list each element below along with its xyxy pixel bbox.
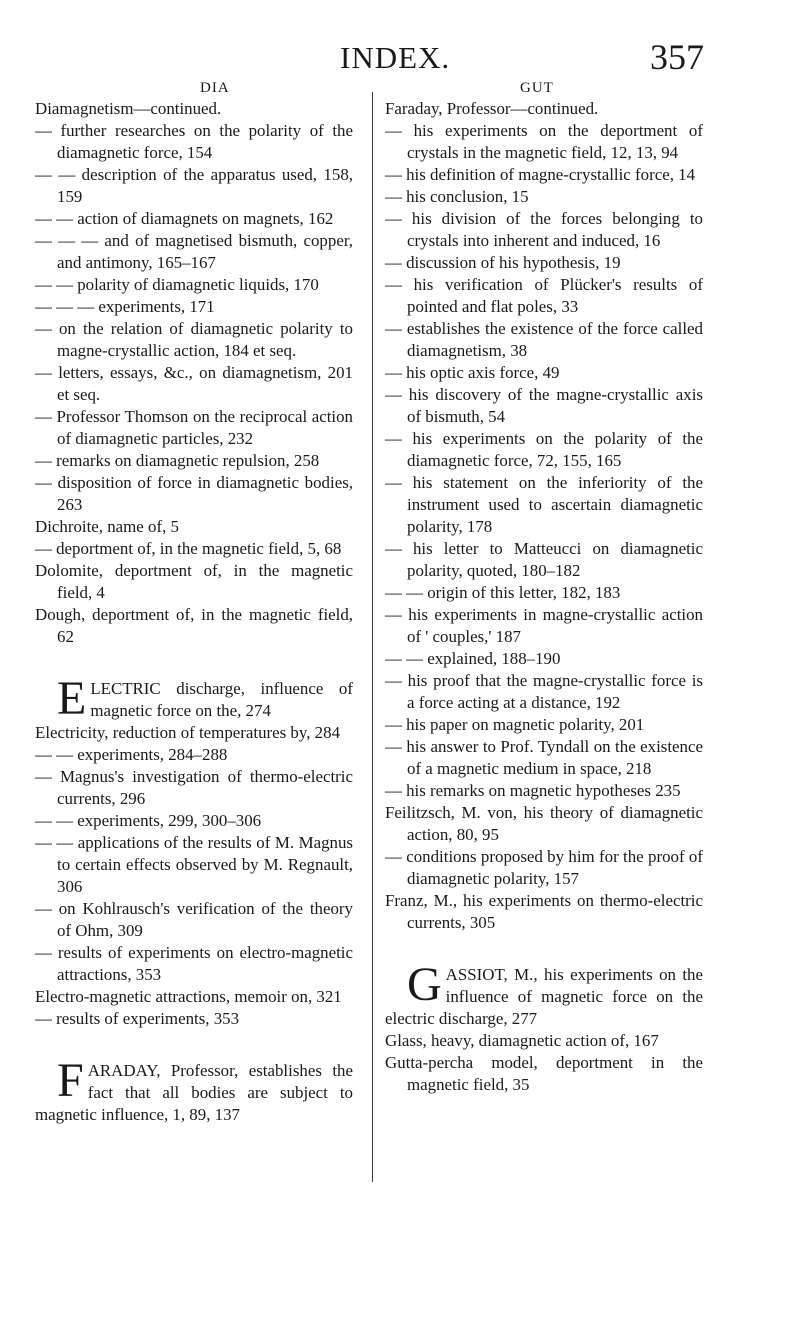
drop-cap-letter: E — [57, 672, 87, 725]
left-column — [35, 98, 353, 1126]
index-entry: — his experiments on the deportment of crystals in the magnetic field, 12, 13, 94 — [385, 121, 703, 162]
index-entry: — — origin of this letter, 182, 183 — [385, 583, 621, 602]
index-entry: — letters, essays, &c., on diamagnetism, 201 et seq. — [35, 363, 353, 404]
index-entry: Dichroite, name of, 5 — [35, 517, 179, 536]
index-entry — [35, 672, 353, 725]
index-entry: — his optic axis force, 49 — [385, 363, 560, 382]
index-entry: — — experiments, 284–288 — [35, 745, 228, 764]
index-entry: — — — and of magnetised bismuth, copper, and antimony, 165–167 — [35, 231, 353, 272]
index-entry: Glass, heavy, diamagnetic action of, 167 — [385, 1031, 659, 1050]
index-entry: Dolomite, deportment of, in the magnetic field, 4 — [35, 561, 353, 602]
index-entry: — his paper on magnetic polarity, 201 — [385, 715, 645, 734]
index-entry: Gutta-percha model, deportment in the magnetic field, 35 — [385, 1053, 703, 1094]
index-entry: — — action of diamagnets on magnets, 162 — [35, 209, 334, 228]
index-entry: — — polarity of diamagnetic liquids, 170 — [35, 275, 319, 294]
index-entry-text: ASSIOT, M., his experiments on the influence of magnetic force on the electric discharge, 277 — [385, 965, 703, 1028]
index-entry: Faraday, Professor—continued. — [385, 99, 599, 118]
index-entry-text: LECTRIC discharge, influence of magnetic force on the, 274 — [90, 679, 353, 720]
index-entry: — Professor Thomson on the reciprocal action of diamagnetic particles, 232 — [35, 407, 353, 448]
index-entry: — on the relation of diamagnetic polarity to magne-crystallic action, 184 et seq. — [35, 319, 353, 360]
guide-word-right: GUT — [520, 80, 554, 96]
drop-cap-letter: F — [57, 1054, 84, 1107]
page-number: 357 — [650, 37, 704, 77]
guide-word-left: DIA — [200, 80, 230, 96]
index-entry: — his remarks on magnetic hypotheses 235 — [385, 781, 681, 800]
drop-cap-letter: G — [407, 958, 442, 1011]
index-entry: Feilitzsch, M. von, his theory of diamagnetic action, 80, 95 — [385, 803, 703, 844]
index-entry: — discussion of his hypothesis, 19 — [385, 253, 621, 272]
index-entry: — his proof that the magne-crystallic force is a force acting at a distance, 192 — [385, 671, 703, 712]
index-entry: — his letter to Matteucci on diamagnetic polarity, quoted, 180–182 — [385, 539, 703, 580]
index-entry: Electricity, reduction of temperatures by, 284 — [35, 723, 341, 742]
index-entry: — disposition of force in diamagnetic bodies, 263 — [35, 473, 353, 514]
index-entry: — results of experiments on electro-magnetic attractions, 353 — [35, 943, 353, 984]
index-entry: — Magnus's investigation of thermo-electric currents, 296 — [35, 767, 353, 808]
index-entry: — his experiments on the polarity of the diamagnetic force, 72, 155, 165 — [385, 429, 703, 470]
index-entry: — his verification of Plücker's results of pointed and flat poles, 33 — [385, 275, 703, 316]
index-entry: — results of experiments, 353 — [35, 1009, 240, 1028]
index-entry: — his experiments in magne-crystallic action of ' couples,' 187 — [385, 605, 703, 646]
index-entry: — deportment of, in the magnetic field, 5, 68 — [35, 539, 342, 558]
index-entry: — his statement on the inferiority of the instrument used to ascertain diamagnetic polarity, 178 — [385, 473, 703, 536]
index-entry: — remarks on diamagnetic repulsion, 258 — [35, 451, 320, 470]
index-entry: Dough, deportment of, in the magnetic field, 62 — [35, 605, 353, 646]
index-entry-text: ARADAY, Professor, establishes the fact that all bodies are subject to magnetic influence, 1, 89, 137 — [35, 1061, 353, 1124]
index-entry: Franz, M., his experiments on thermo-electric currents, 305 — [385, 891, 703, 932]
index-entry: — — description of the apparatus used, 158, 159 — [35, 165, 353, 206]
index-entry: — on Kohlrausch's verification of the theory of Ohm, 309 — [35, 899, 353, 940]
column-divider — [372, 92, 373, 1182]
index-entry: — — experiments, 299, 300–306 — [35, 811, 262, 830]
page-header — [0, 37, 800, 80]
index-entry: — his division of the forces belonging to crystals into inherent and induced, 16 — [385, 209, 703, 250]
index-entry: — his conclusion, 15 — [385, 187, 529, 206]
index-entry: — further researches on the polarity of the diamagnetic force, 154 — [35, 121, 353, 162]
index-entry: — conditions proposed by him for the proof of diamagnetic polarity, 157 — [385, 847, 703, 888]
index-entry: — — — experiments, 171 — [35, 297, 215, 316]
index-entry — [35, 1054, 353, 1126]
index-entry: Electro-magnetic attractions, memoir on, 321 — [35, 987, 342, 1006]
index-entry: — — applications of the results of M. Magnus to certain effects observed by M. Regnault, 306 — [35, 833, 353, 896]
index-entry — [385, 958, 703, 1030]
index-entry: — his definition of magne-crystallic force, 14 — [385, 165, 696, 184]
running-title: INDEX. — [340, 40, 451, 75]
index-entry: Diamagnetism—continued. — [35, 99, 222, 118]
index-entry: — his discovery of the magne-crystallic axis of bismuth, 54 — [385, 385, 703, 426]
index-entry: — establishes the existence of the force called diamagnetism, 38 — [385, 319, 703, 360]
index-entry: — his answer to Prof. Tyndall on the existence of a magnetic medium in space, 218 — [385, 737, 703, 778]
index-entry: — — explained, 188–190 — [385, 649, 561, 668]
right-column — [385, 98, 703, 1096]
